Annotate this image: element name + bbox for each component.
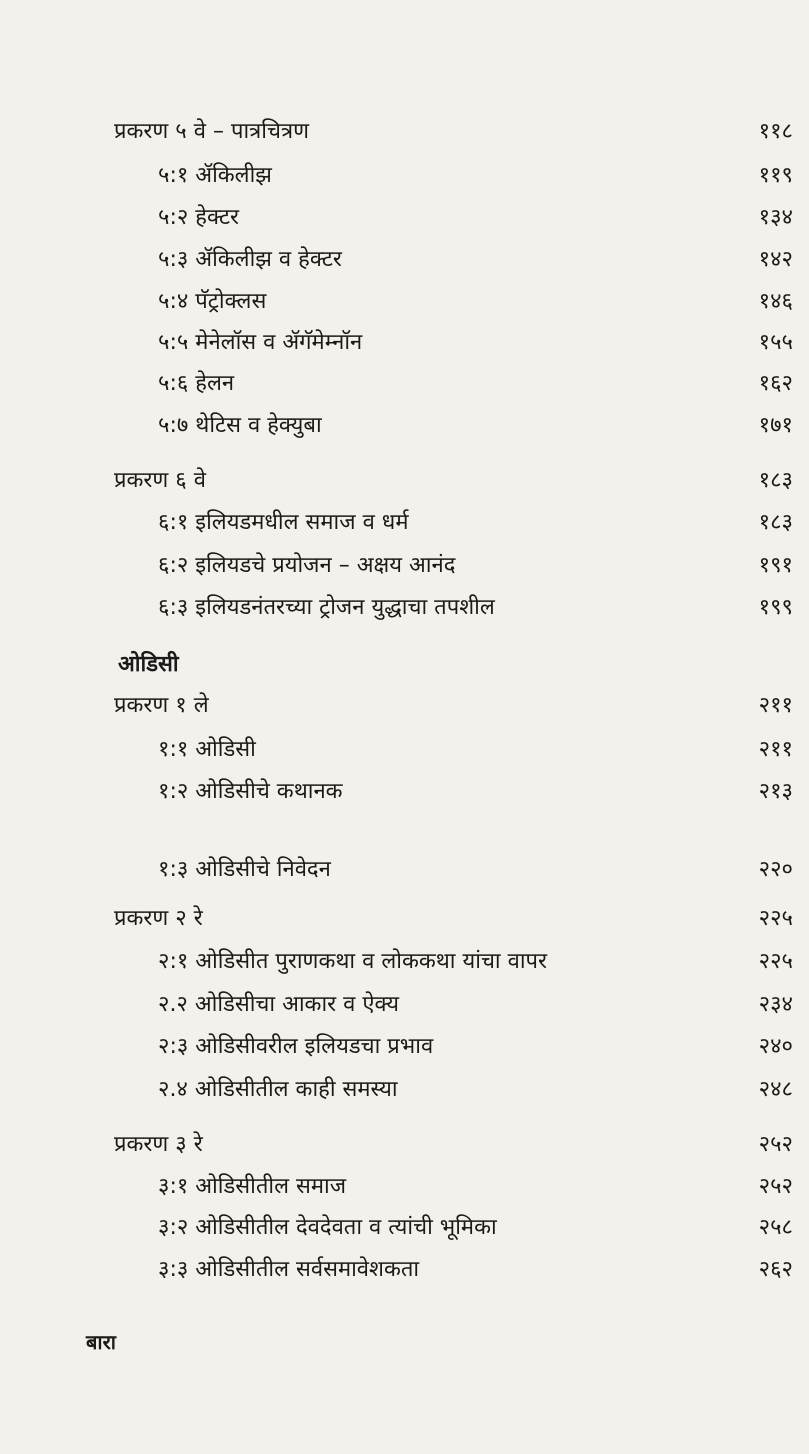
toc-entry-label: ६:३ इलियडनंतरच्या ट्रोजन युद्धाचा तपशील: [158, 595, 495, 620]
toc-entry-label: ३:१ ओडिसीतील समाज: [158, 1174, 347, 1199]
toc-page-number: ११९: [758, 163, 793, 188]
toc-entry-label: ५:७ थेटिस व हेक्युबा: [158, 413, 322, 438]
toc-chapter-row: [0, 686, 809, 726]
toc-entry-label: २.२ ओडिसीचा आकार व ऐक्य: [158, 992, 400, 1017]
toc-page-number: २५८: [758, 1215, 793, 1240]
toc-page-number: १३४: [758, 205, 793, 230]
toc-page-number: १५५: [758, 330, 793, 355]
toc-page-number: २१३: [758, 779, 793, 804]
toc-entry-label: प्रकरण १ ले: [114, 693, 209, 718]
toc-page-number: २३४: [758, 992, 793, 1017]
toc-entry-label: २.४ ओडिसीतील काही समस्या: [158, 1077, 398, 1102]
toc-entry-label: ३:२ ओडिसीतील देवदेवता व त्यांची भूमिका: [158, 1215, 497, 1240]
toc-page-number: २११: [758, 737, 793, 762]
toc-entry-label: ओडिसी: [118, 652, 179, 677]
toc-page-number: २४८: [758, 1077, 793, 1102]
toc-entry-row: [0, 323, 809, 363]
toc-page-number: १६२: [758, 371, 793, 396]
toc-entry-label: २:१ ओडिसीत पुराणकथा व लोककथा यांचा वापर: [158, 949, 548, 974]
toc-entry-label: १:२ ओडिसीचे कथानक: [158, 779, 343, 804]
toc-entry-label: प्रकरण ५ वे – पात्रचित्रण: [114, 119, 310, 144]
section-heading: [0, 645, 809, 685]
toc-entry-label: ६:२ इलियडचे प्रयोजन – अक्षय आनंद: [158, 553, 456, 578]
toc-entry-row: [0, 282, 809, 322]
toc-entry-row: [0, 730, 809, 770]
toc-entry-label: ५:१ ॲकिलीझ: [158, 163, 272, 188]
toc-entry-row: [0, 1250, 809, 1290]
toc-entry-row: [0, 1167, 809, 1207]
toc-entry-row: [0, 1027, 809, 1067]
toc-entry-row: [0, 240, 809, 280]
toc-entry-label: १:१ ओडिसी: [158, 737, 256, 762]
toc-page-number: १७१: [758, 413, 793, 438]
toc-page-number: २२५: [758, 906, 793, 931]
toc-entry-row: [0, 588, 809, 628]
toc-page-number: १९१: [758, 553, 793, 578]
toc-page-number: १४२: [758, 247, 793, 272]
toc-entry-label: ६:१ इलियडमधील समाज व धर्म: [158, 510, 409, 535]
toc-entry-label: १:३ ओडिसीचे निवेदन: [158, 857, 331, 882]
toc-entry-row: [0, 942, 809, 982]
toc-entry-row: [0, 406, 809, 446]
toc-page-number: २६२: [758, 1257, 793, 1282]
toc-page-number: १९९: [758, 595, 793, 620]
toc-page-number: १८३: [758, 510, 793, 535]
toc-page-number: २४०: [758, 1034, 793, 1059]
toc-entry-label: ५:२ हेक्टर: [158, 205, 240, 230]
toc-entry-row: [0, 546, 809, 586]
toc-chapter-row: [0, 112, 809, 152]
toc-page-number: १८३: [758, 468, 793, 493]
toc-entry-label: ५:४ पॅट्रोक्लस: [158, 289, 267, 314]
toc-entry-row: [0, 850, 809, 890]
toc-page-number: १४६: [758, 289, 793, 314]
toc-entry-row: [0, 772, 809, 812]
toc-page-number: २२०: [758, 857, 793, 882]
toc-entry-label: २:३ ओडिसीवरील इलियडचा प्रभाव: [158, 1034, 434, 1059]
toc-entry-row: [0, 1208, 809, 1248]
toc-entry-row: [0, 503, 809, 543]
toc-entry-label: प्रकरण ६ वे: [114, 468, 206, 493]
toc-page-number: २२५: [758, 949, 793, 974]
toc-entry-label: प्रकरण २ रे: [114, 906, 203, 931]
toc-entry-row: [0, 156, 809, 196]
toc-entry-label: प्रकरण ३ रे: [114, 1132, 203, 1157]
toc-chapter-row: [0, 461, 809, 501]
toc-page-number: ११८: [758, 119, 793, 144]
toc-entry-row: [0, 985, 809, 1025]
toc-entry-label: ३:३ ओडिसीतील सर्वसमावेशकता: [158, 1257, 420, 1282]
page-footer-label: बारा: [86, 1330, 116, 1354]
toc-page-number: २११: [758, 693, 793, 718]
toc-chapter-row: [0, 899, 809, 939]
toc-entry-row: [0, 364, 809, 404]
toc-entry-row: [0, 1070, 809, 1110]
toc-entry-label: ५:६ हेलन: [158, 371, 235, 396]
toc-entry-label: ५:५ मेनेलॉस व ॲगॅमेम्नॉन: [158, 330, 363, 355]
toc-entry-row: [0, 198, 809, 238]
toc-entry-label: ५:३ ॲकिलीझ व हेक्टर: [158, 247, 342, 272]
toc-chapter-row: [0, 1125, 809, 1165]
toc-page-number: २५२: [758, 1132, 793, 1157]
toc-page-number: २५२: [758, 1174, 793, 1199]
